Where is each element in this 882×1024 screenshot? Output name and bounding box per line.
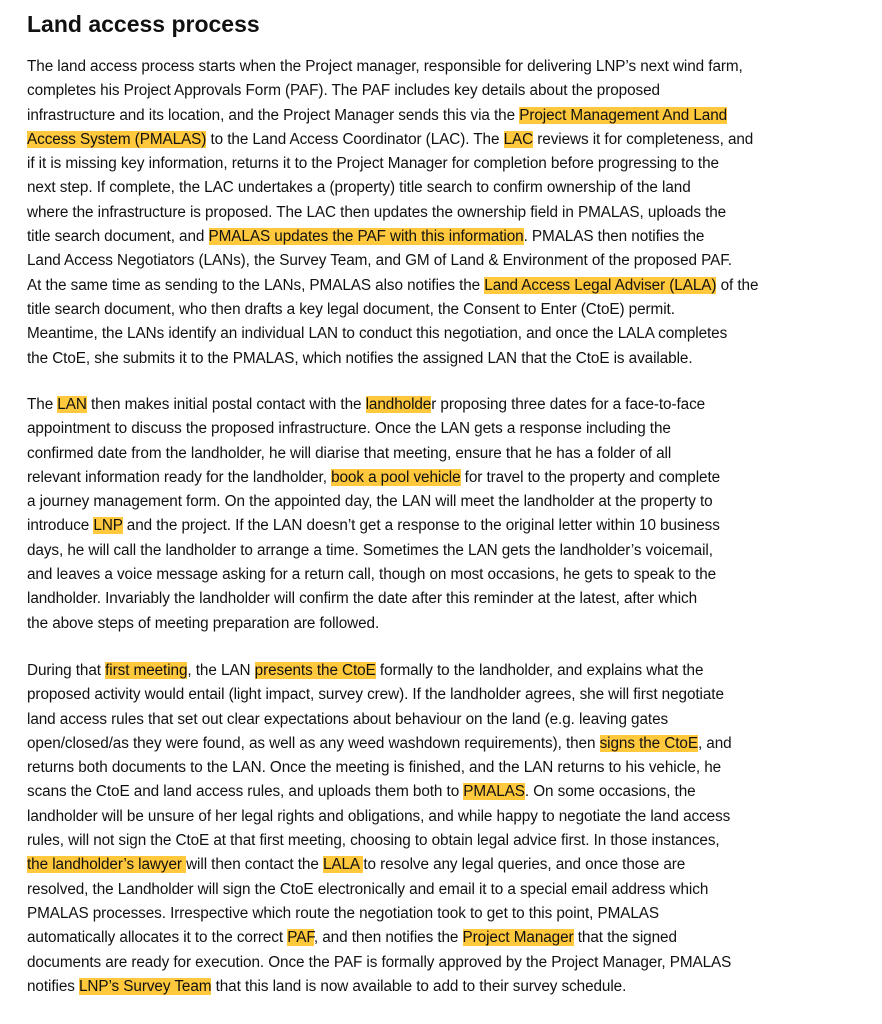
- text-segment: infrastructure and its location, and the Project Manager sends this via the: [27, 106, 520, 124]
- text-segment: rules, will not sign the CtoE at that first meeting, choosing to obtain legal advice first. In those instances,: [27, 832, 720, 850]
- text-line: [27, 298, 857, 322]
- text-segment: Land Access Negotiators (LANs), the Survey Team, and GM of Land & Environment of the proposed PAF.: [27, 252, 732, 270]
- text-line: [27, 708, 857, 732]
- page-title: Land access process: [27, 11, 260, 37]
- text-segment: During that: [27, 662, 106, 679]
- text-segment: formally to the landholder, and explains what the: [375, 662, 704, 679]
- text-line: [27, 853, 857, 877]
- text-line: [27, 274, 857, 298]
- highlighted-text: Project Management And Land: [519, 106, 728, 124]
- text-line: [27, 805, 857, 829]
- text-line: [27, 152, 857, 176]
- text-segment: days, he will call the landholder to arrange a time. Sometimes the LAN gets the landholder’s voicemail,: [27, 541, 713, 559]
- highlighted-text: LALA: [322, 856, 364, 874]
- highlighted-text: Project Manager: [462, 929, 574, 947]
- text-line: [27, 587, 857, 611]
- text-segment: where the infrastructure is proposed. The LAC then updates the ownership field in PMALAS, uploads the: [27, 203, 727, 221]
- text-segment: to resolve any legal queries, and once those are: [363, 856, 686, 874]
- highlighted-text: LNP’s Survey Team: [79, 977, 212, 995]
- text-segment: automatically allocates it to the correct: [27, 929, 288, 947]
- text-line: [27, 466, 857, 490]
- text-segment: the CtoE, she submits it to the PMALAS, which notifies the assigned LAN that the CtoE is available.: [27, 349, 693, 367]
- text-line: [27, 55, 857, 79]
- text-segment: , the LAN: [187, 662, 255, 679]
- text-segment: a journey management form. On the appointed day, the LAN will meet the landholder at the property to: [27, 493, 713, 511]
- text-line: [27, 612, 857, 636]
- text-segment: landholder will be unsure of her legal rights and obligations, and while happy to negotiate the land access: [27, 807, 731, 825]
- text-line: [27, 225, 857, 249]
- text-segment: title search document, who then drafts a key legal document, the Consent to Enter (CtoE) permit.: [27, 300, 675, 318]
- text-segment: completes his Project Approvals Form (PAF). The PAF includes key details about the proposed: [27, 82, 660, 100]
- paragraph-2: [27, 393, 857, 636]
- highlighted-text: LNP: [93, 517, 123, 535]
- text-line: [27, 780, 857, 804]
- text-segment: documents are ready for execution. Once the PAF is formally approved by the Project Manager, PMALAS: [27, 953, 732, 971]
- text-segment: notifies: [27, 977, 79, 995]
- text-segment: . On some occasions, the: [524, 783, 696, 801]
- text-segment: of the: [716, 276, 759, 294]
- highlighted-text: Land Access Legal Adviser (LALA): [484, 276, 717, 294]
- highlighted-text: the landholder’s lawyer: [27, 856, 187, 874]
- text-line: [27, 539, 857, 563]
- text-segment: reviews it for completeness, and: [533, 130, 754, 148]
- highlighted-text: LAN: [57, 396, 87, 413]
- text-segment: The land access process starts when the Project manager, responsible for delivering LNP’s next wind farm,: [27, 58, 743, 75]
- text-line: [27, 975, 857, 999]
- text-line: [27, 393, 857, 417]
- text-line: [27, 104, 857, 128]
- text-line: [27, 128, 857, 152]
- text-segment: resolved, the Landholder will sign the CtoE electronically and email it to a special email address which: [27, 880, 709, 898]
- text-segment: Meantime, the LANs identify an individual LAN to conduct this negotiation, and once the LALA completes: [27, 325, 728, 343]
- text-segment: landholder. Invariably the landholder will confirm the date after this reminder at the latest, after which: [27, 590, 698, 608]
- highlighted-text: first meeting: [105, 662, 188, 679]
- text-segment: that this land is now available to add to their survey schedule.: [211, 977, 627, 995]
- text-line: [27, 951, 857, 975]
- paragraph-3: [27, 659, 857, 999]
- text-line: [27, 490, 857, 514]
- text-segment: if it is missing key information, returns it to the Project Manager for completion before progressing to the: [27, 155, 719, 173]
- text-segment: proposed activity would entail (light impact, survey crew). If the landholder agrees, she will first negotiate: [27, 686, 724, 704]
- text-segment: for travel to the property and complete: [460, 468, 721, 486]
- text-segment: to the Land Access Coordinator (LAC). The: [206, 130, 504, 148]
- text-line: [27, 756, 857, 780]
- text-segment: and leaves a voice message asking for a return call, though on most occasions, he gets to speak to the: [27, 566, 717, 584]
- text-segment: , and: [697, 734, 732, 752]
- highlighted-text: presents the CtoE: [254, 662, 376, 679]
- text-line: [27, 442, 857, 466]
- text-segment: and the project. If the LAN doesn’t get a response to the original letter within 10 business: [122, 517, 720, 535]
- highlighted-text: landholde: [365, 396, 432, 413]
- paragraph-1: [27, 55, 857, 371]
- text-segment: the above steps of meeting preparation are followed.: [27, 614, 380, 632]
- text-line: [27, 902, 857, 926]
- text-line: [27, 347, 857, 371]
- text-segment: At the same time as sending to the LANs, PMALAS also notifies the: [27, 276, 485, 294]
- highlighted-text: PMALAS: [463, 783, 525, 801]
- text-line: [27, 732, 857, 756]
- text-line: [27, 514, 857, 538]
- text-segment: relevant information ready for the landholder,: [27, 468, 332, 486]
- text-segment: PMALAS processes. Irrespective which route the negotiation took to get to this point, PMALAS: [27, 904, 660, 922]
- highlighted-text: PAF: [287, 929, 314, 947]
- text-segment: open/closed/as they were found, as well as any weed washdown requirements), then: [27, 734, 600, 752]
- text-line: [27, 417, 857, 441]
- text-line: [27, 563, 857, 587]
- text-segment: introduce: [27, 517, 94, 535]
- text-line: [27, 926, 857, 950]
- highlighted-text: Access System (PMALAS): [27, 130, 207, 148]
- text-line: [27, 683, 857, 707]
- highlighted-text: LAC: [503, 130, 534, 148]
- text-line: [27, 249, 857, 273]
- highlighted-text: signs the CtoE: [599, 734, 698, 752]
- text-line: [27, 201, 857, 225]
- text-line: [27, 79, 857, 103]
- text-line: [27, 322, 857, 346]
- text-segment: , and then notifies the: [313, 929, 463, 947]
- text-line: [27, 659, 857, 683]
- highlighted-text: PMALAS updates the PAF with this information: [208, 228, 524, 246]
- text-segment: confirmed date from the landholder, he will diarise that meeting, ensure that he has a folder of all: [27, 444, 672, 462]
- text-segment: r proposing three dates for a face-to-face: [431, 396, 706, 413]
- text-segment: The: [27, 396, 58, 413]
- text-segment: next step. If complete, the LAC undertakes a (property) title search to confirm ownership of the land: [27, 179, 691, 197]
- text-segment: will then contact the: [186, 856, 323, 874]
- text-segment: . PMALAS then notifies the: [523, 228, 705, 246]
- text-segment: returns both documents to the LAN. Once the meeting is finished, and the LAN returns to his vehicle, he: [27, 759, 722, 777]
- text-line: [27, 176, 857, 200]
- text-line: [27, 878, 857, 902]
- text-segment: that the signed: [573, 929, 677, 947]
- text-segment: land access rules that set out clear expectations about behaviour on the land (e.g. leaving gates: [27, 710, 669, 728]
- highlighted-text: book a pool vehicle: [331, 468, 461, 486]
- text-segment: appointment to discuss the proposed infrastructure. Once the LAN gets a response including the: [27, 420, 671, 438]
- text-segment: scans the CtoE and land access rules, and uploads them both to: [27, 783, 464, 801]
- text-segment: then makes initial postal contact with the: [86, 396, 366, 413]
- text-line: [27, 829, 857, 853]
- text-segment: title search document, and: [27, 228, 209, 246]
